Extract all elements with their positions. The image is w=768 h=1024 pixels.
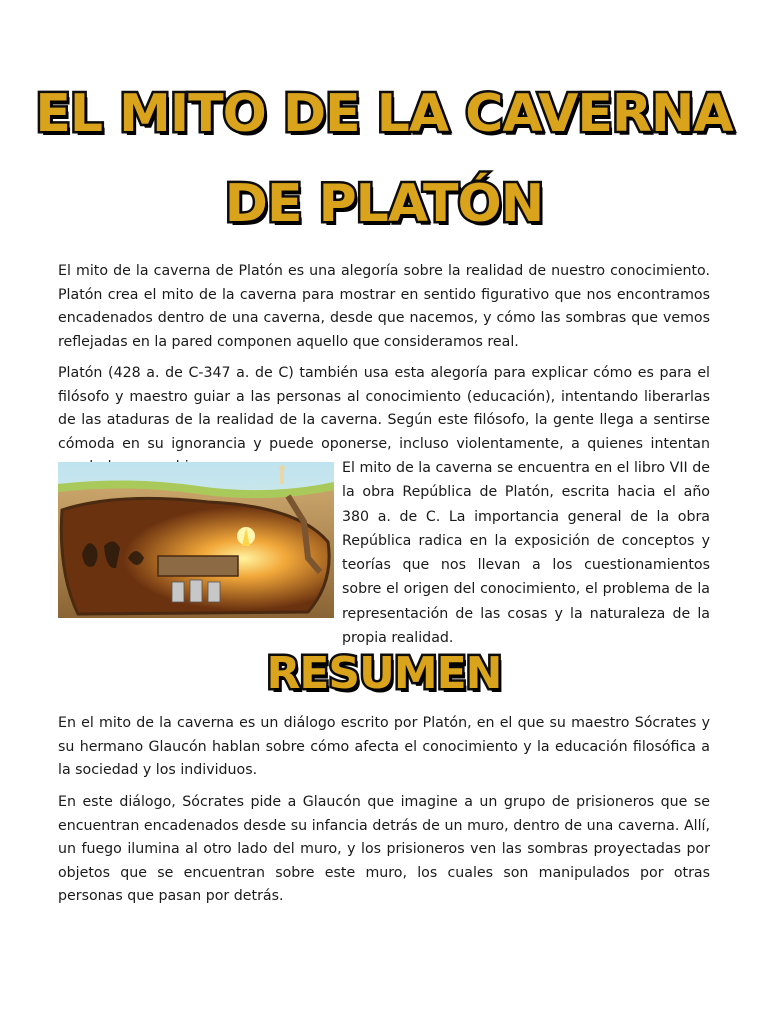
resumen-paragraph-2: En este diálogo, Sócrates pide a Glaucón que imagine a un grupo de prisioneros que se encuentran encadenados desde su infancia detrás de un muro, dentro de una caverna. Allí, un fuego ilumina al otro lado del muro, y los prisioneros ven las sombras proyectadas por objetos que se encuentran sobre este muro, los cuales son manipulados por otras personas que pasan por detrás. <box>58 794 710 904</box>
intro-paragraph-3: El mito de la caverna se encuentra en el libro VII de la obra República de Platón, escrita hacia el año 380 a. de C. La importancia general de la obra República radica en la exposición de conceptos y teorías que nos llevan a los cuestionamientos sobre el origen del conocimiento, el problema de la representación de las cosas y la naturaleza de la propia realidad. <box>342 460 710 647</box>
cave-illustration <box>58 462 334 618</box>
intro-paragraph-1: El mito de la caverna de Platón es una alegoría sobre la realidad de nuestro conocimiento. Platón crea el mito de la caverna para mostrar en sentido figurativo que nos encontramos encadenados dentro de una caverna, desde que nacemos, y cómo las sombras que vemos reflejadas en la pared componen aquello que consideramos real. <box>58 263 710 350</box>
page-title-line-2: DE PLATÓN <box>224 174 544 234</box>
page-title-line-1: EL MITO DE LA CAVERNA <box>35 84 733 144</box>
intro-paragraph-2: Platón (428 a. de C-347 a. de C) también usa esta alegoría para explicar cómo es para el filósofo y maestro guiar a las personas al conocimiento (educación), intentando liberarlas de las ataduras de la realidad de la caverna. Según este filósofo, la gente llega a sentirse cómoda en su ignorancia y puede oponerse, incluso violentamente, a quienes intentan <box>58 365 710 452</box>
resumen-paragraph-1: En el mito de la caverna es un diálogo escrito por Platón, en el que su maestro Sócrates y su hermano Glaucón hablan sobre cómo afecta el conocimiento y la educación filosófica a la sociedad y los individuos. <box>58 715 710 778</box>
section-heading-resumen: RESUMEN <box>266 648 502 699</box>
